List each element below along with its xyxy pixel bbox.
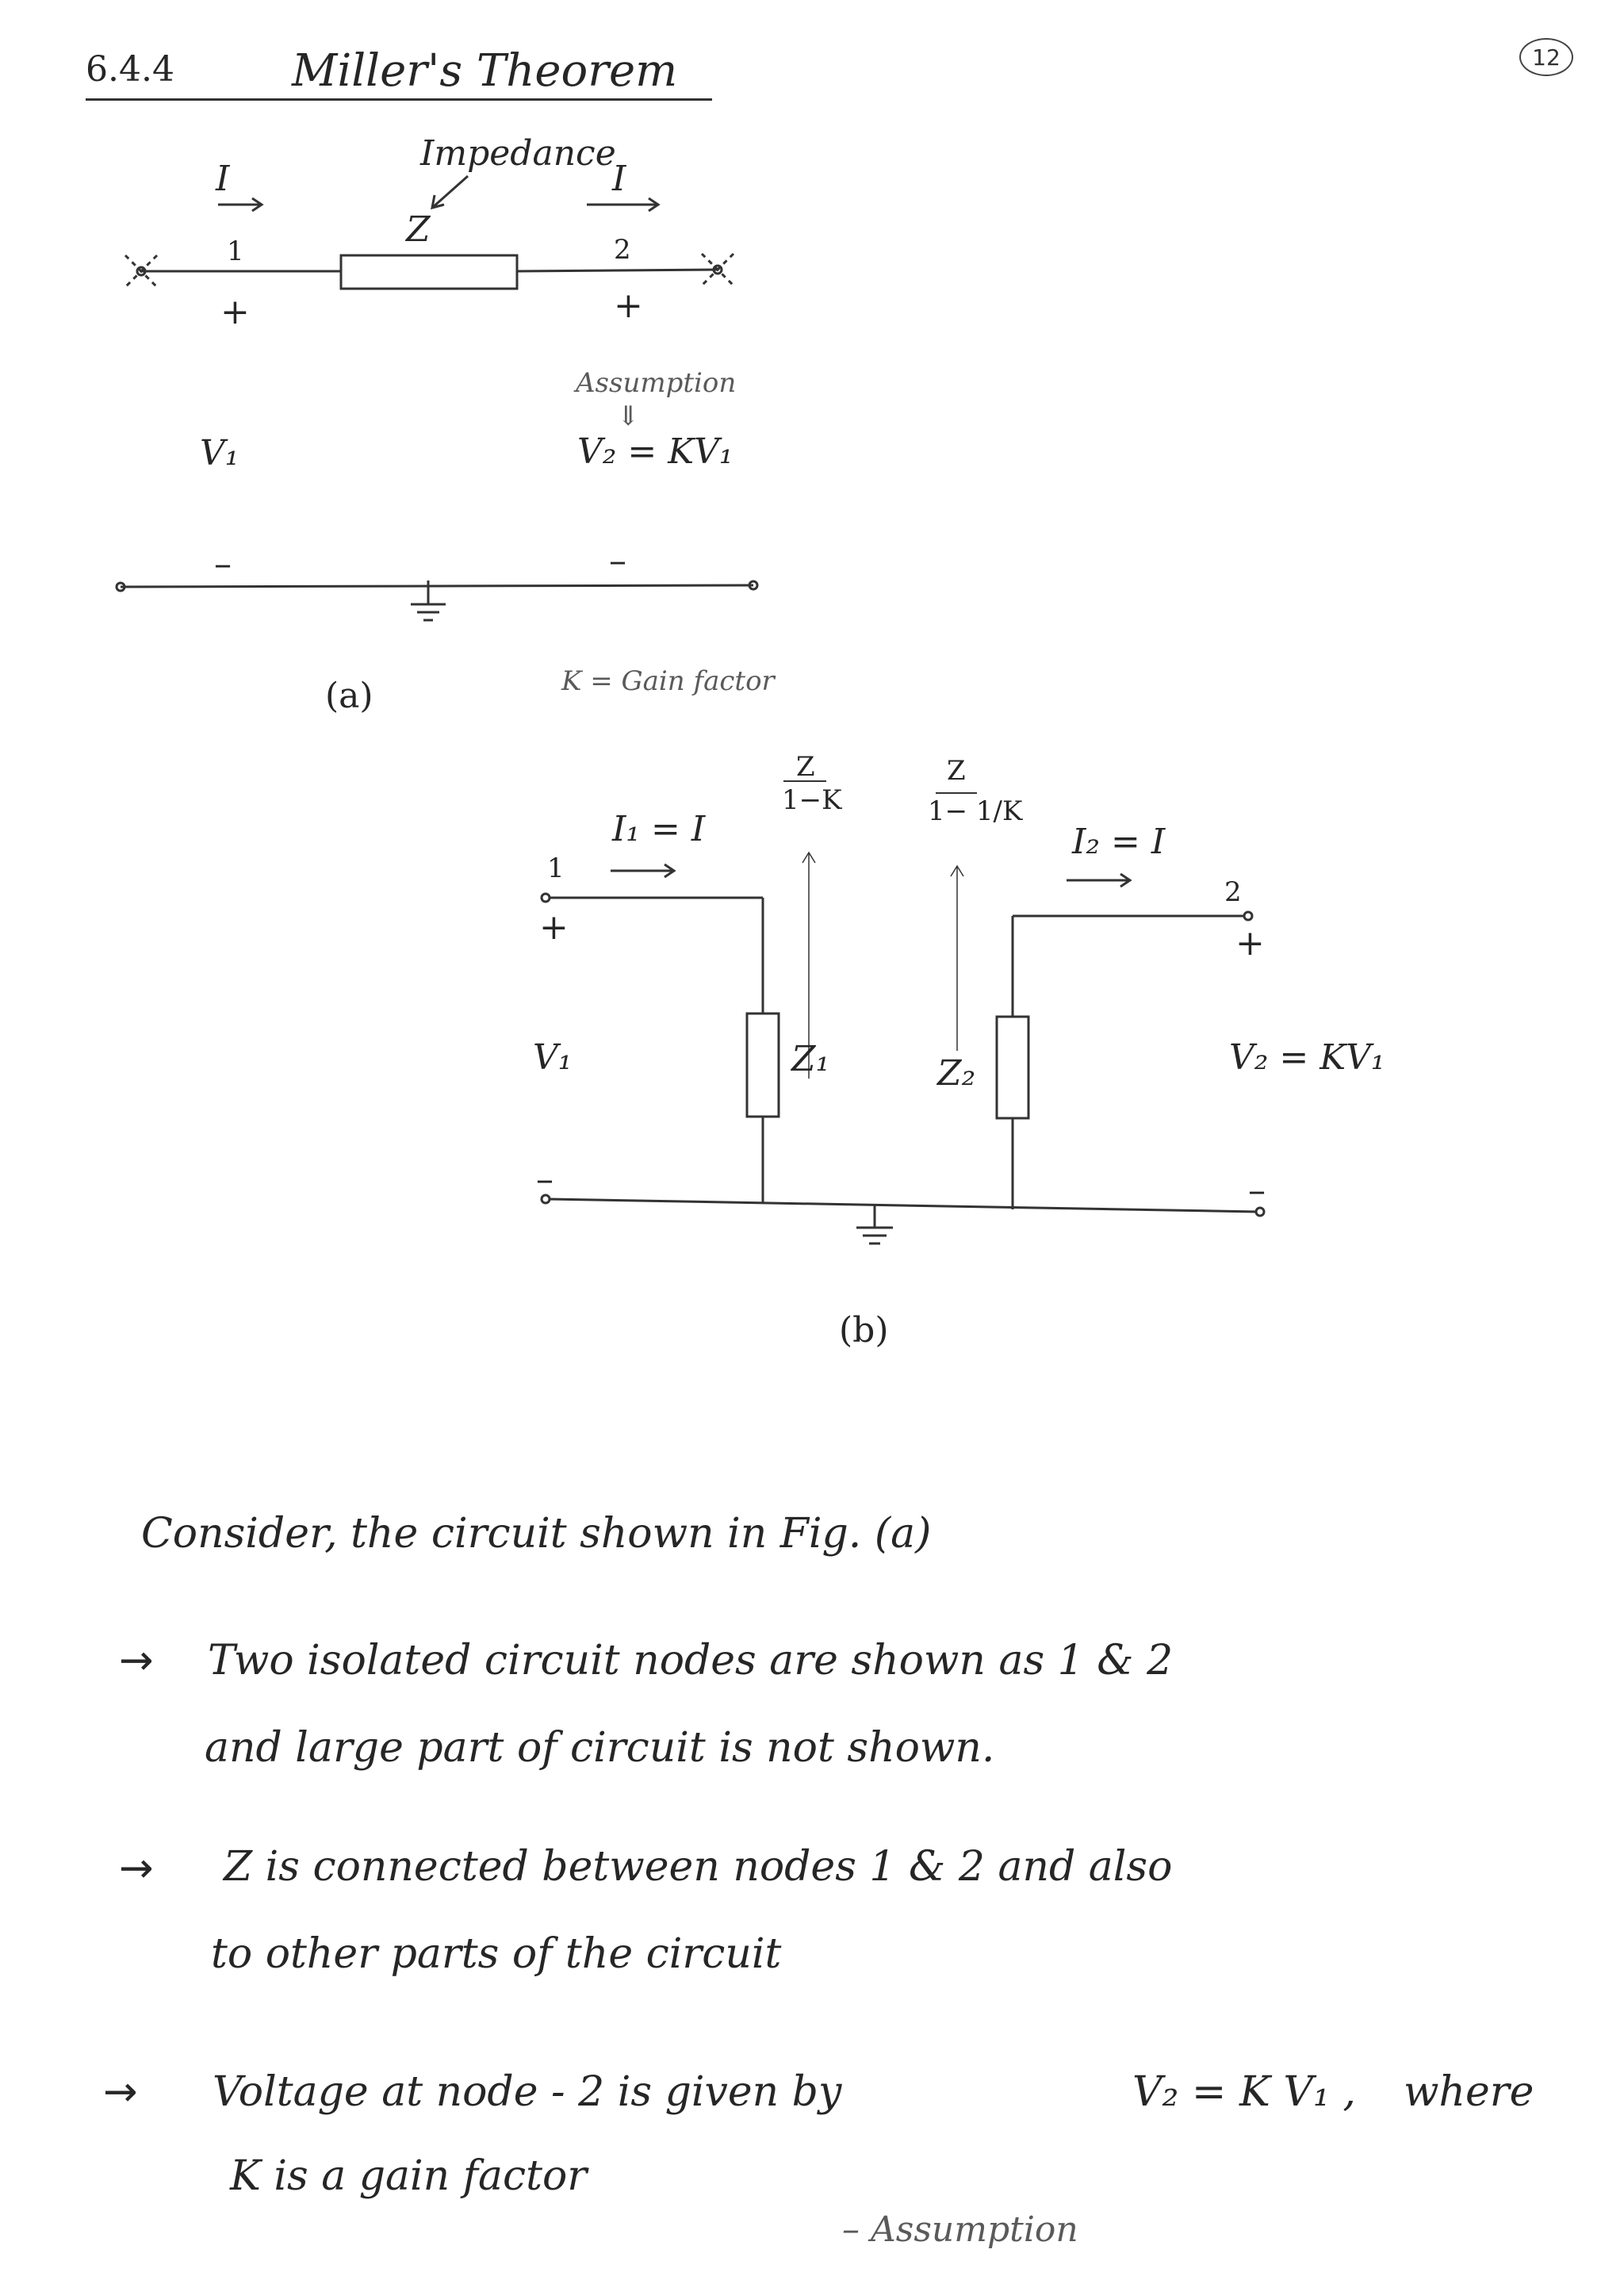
fig-b-bottom-wire [549, 1199, 1257, 1212]
fig-a-impedance-pointer [432, 176, 468, 208]
fig-b-z1-formula-numerator: Z [796, 751, 815, 783]
bullet-2-line-1: Z is connected between nodes 1 & 2 and also [224, 1843, 1173, 1891]
fig-b-z2-formula-numerator: Z [947, 755, 966, 787]
bullet-3-equation: V₂ = K V₁ , [1132, 2068, 1356, 2116]
fig-b-node-2: 2 [1224, 876, 1242, 908]
fig-a-minus-1: – [214, 544, 232, 584]
fig-a-assumption-arrow: ⇓ [617, 400, 640, 432]
page-title: Miller's Theorem [292, 45, 678, 97]
bullet-3-line-2: K is a gain factor [230, 2152, 588, 2200]
fig-b-z2-resistor [997, 1017, 1028, 1118]
bullet-1-line-1: Two isolated circuit nodes are shown as 1 & 2 [208, 1637, 1174, 1684]
fig-a-caption: (a) [325, 676, 373, 716]
section-number: 6.4.4 [86, 49, 174, 90]
fig-a-v2-equation: V₂ = KV₁ [577, 431, 733, 472]
fig-a-node-1: 1 [227, 236, 244, 267]
bullet-1-line-2: and large part of circuit is not shown. [205, 1724, 995, 1772]
bullet-arrow-2: → [119, 1845, 154, 1892]
bullet-arrow-1: → [119, 1637, 154, 1684]
fig-a-impedance-label: Impedance [420, 133, 616, 174]
fig-b-z1-label: Z₁ [791, 1039, 830, 1079]
fig-b-z2-formula-denominator: 1− 1/K [928, 795, 1023, 827]
fig-b-minus-2: – [1248, 1171, 1266, 1211]
fig-a-v1: V₁ [200, 433, 239, 473]
fig-b-z2-label: Z₂ [937, 1053, 976, 1094]
fig-b-plus-1: + [539, 907, 569, 948]
fig-b-terminal-1 [542, 894, 550, 902]
fig-a-current-right: I [612, 159, 626, 199]
fig-a-assumption: Assumption [576, 367, 737, 399]
fig-a-top-wire-right [517, 270, 718, 271]
fig-a-plus-2: + [614, 285, 643, 326]
fig-a-impedance-resistor [341, 255, 517, 289]
fig-b-plus-2: + [1235, 923, 1265, 964]
bullet-2-line-2: to other parts of the circuit [211, 1930, 782, 1978]
fig-b-z1-formula-denominator: 1−K [782, 784, 842, 816]
fig-a-z-label: Z [406, 209, 431, 250]
fig-b-caption: (b) [839, 1310, 889, 1351]
fig-a-plus-1: + [220, 292, 250, 332]
bullet-arrow-3: → [103, 2068, 138, 2116]
fig-a-current-left: I [216, 159, 230, 199]
fig-b-v1: V₁ [533, 1037, 573, 1078]
fig-a-node-2: 2 [614, 234, 631, 266]
fig-b-v2-equation: V₂ = KV₁ [1229, 1037, 1385, 1078]
fig-b-i1-label: I₁ = I [612, 809, 706, 849]
fig-a-k-definition: K = Gain factor [561, 665, 775, 697]
bullet-3-line-1-a: Voltage at node - 2 is given by [213, 2068, 842, 2116]
fig-b-i2-label: I₂ = I [1072, 822, 1166, 862]
bullet-3-note: – Assumption [842, 2209, 1078, 2250]
fig-b-node-1: 1 [547, 853, 565, 884]
bullet-3-line-1-c: where [1404, 2068, 1534, 2116]
fig-a-minus-2: – [609, 541, 626, 581]
fig-b-terminal-2 [1244, 912, 1252, 920]
fig-b-z1-resistor [747, 1014, 779, 1117]
fig-a-bottom-wire [121, 585, 753, 587]
fig-b-minus-1: – [536, 1159, 553, 1200]
page-number: 12 [1519, 38, 1573, 76]
intro-text: Consider, the circuit shown in Fig. (a) [141, 1510, 932, 1558]
